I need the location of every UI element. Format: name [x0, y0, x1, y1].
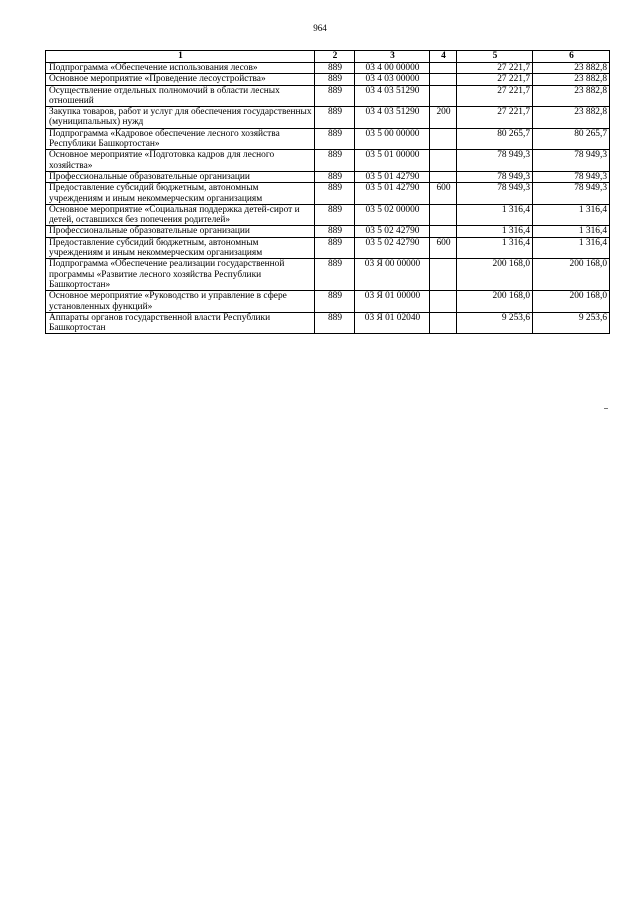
row-admin-code: 889	[315, 312, 355, 334]
row-amount-2: 1 316,4	[533, 237, 610, 259]
row-admin-code: 889	[315, 107, 355, 129]
row-expense-type	[430, 171, 457, 182]
header-col-5: 5	[457, 51, 533, 63]
row-target-code: 03 5 02 42790	[355, 237, 430, 259]
row-expense-type	[430, 150, 457, 172]
table-row	[46, 85, 610, 107]
row-name: Осуществление отдельных полномочий в области лесных отношений	[46, 85, 315, 107]
row-expense-type: 600	[430, 183, 457, 205]
row-name: Профессиональные образовательные организации	[46, 171, 315, 182]
row-name: Подпрограмма «Обеспечение реализации государственной программы «Развитие лесного хозяйства Республики Башкортостан»	[46, 259, 315, 291]
row-target-code: 03 5 01 42790	[355, 171, 430, 182]
row-amount-2: 78 949,3	[533, 150, 610, 172]
row-target-code: 03 5 00 00000	[355, 128, 430, 150]
stray-mark	[604, 408, 608, 409]
row-name: Профессиональные образовательные организации	[46, 226, 315, 237]
row-expense-type	[430, 74, 457, 85]
row-admin-code: 889	[315, 237, 355, 259]
table-row	[46, 226, 610, 237]
row-amount-2: 200 168,0	[533, 291, 610, 313]
header-col-4: 4	[430, 51, 457, 63]
row-name: Основное мероприятие «Подготовка кадров для лесного хозяйства»	[46, 150, 315, 172]
row-admin-code: 889	[315, 85, 355, 107]
row-expense-type	[430, 128, 457, 150]
row-expense-type	[430, 226, 457, 237]
row-amount-1: 200 168,0	[457, 291, 533, 313]
row-amount-2: 23 882,8	[533, 63, 610, 74]
row-admin-code: 889	[315, 259, 355, 291]
row-name: Предоставление субсидий бюджетным, автономным учреждениям и иным некоммерческим организациям	[46, 237, 315, 259]
row-amount-2: 1 316,4	[533, 226, 610, 237]
row-name: Аппараты органов государственной власти Республики Башкортостан	[46, 312, 315, 334]
row-target-code: 03 Я 01 02040	[355, 312, 430, 334]
row-target-code: 03 4 03 51290	[355, 85, 430, 107]
row-name: Подпрограмма «Кадровое обеспечение лесного хозяйства Республики Башкортостан»	[46, 128, 315, 150]
row-amount-1: 78 949,3	[457, 150, 533, 172]
row-name: Закупка товаров, работ и услуг для обеспечения государственных (муниципальных) нужд	[46, 107, 315, 129]
row-target-code: 03 4 03 51290	[355, 107, 430, 129]
row-target-code: 03 4 03 00000	[355, 74, 430, 85]
row-amount-1: 78 949,3	[457, 171, 533, 182]
row-amount-1: 78 949,3	[457, 183, 533, 205]
row-admin-code: 889	[315, 183, 355, 205]
row-amount-2: 78 949,3	[533, 171, 610, 182]
row-amount-2: 23 882,8	[533, 107, 610, 129]
row-target-code: 03 Я 00 00000	[355, 259, 430, 291]
table-row	[46, 259, 610, 291]
page-number: 964	[313, 23, 327, 33]
row-amount-2: 23 882,8	[533, 74, 610, 85]
row-amount-1: 1 316,4	[457, 237, 533, 259]
table-row	[46, 150, 610, 172]
header-col-6: 6	[533, 51, 610, 63]
header-col-1: 1	[46, 51, 315, 63]
table-row	[46, 74, 610, 85]
row-amount-2: 78 949,3	[533, 183, 610, 205]
table-row	[46, 204, 610, 226]
row-admin-code: 889	[315, 171, 355, 182]
row-admin-code: 889	[315, 128, 355, 150]
row-admin-code: 889	[315, 63, 355, 74]
row-amount-1: 27 221,7	[457, 107, 533, 129]
row-amount-2: 80 265,7	[533, 128, 610, 150]
row-amount-1: 27 221,7	[457, 85, 533, 107]
row-amount-1: 9 253,6	[457, 312, 533, 334]
table-row	[46, 291, 610, 313]
row-amount-2: 1 316,4	[533, 204, 610, 226]
table-row	[46, 128, 610, 150]
row-expense-type	[430, 204, 457, 226]
row-amount-2: 23 882,8	[533, 85, 610, 107]
table-row	[46, 183, 610, 205]
row-amount-1: 1 316,4	[457, 204, 533, 226]
row-target-code: 03 5 01 00000	[355, 150, 430, 172]
table-row	[46, 171, 610, 182]
row-amount-1: 80 265,7	[457, 128, 533, 150]
row-target-code: 03 5 02 42790	[355, 226, 430, 237]
row-expense-type	[430, 291, 457, 313]
row-admin-code: 889	[315, 291, 355, 313]
row-expense-type	[430, 312, 457, 334]
row-admin-code: 889	[315, 150, 355, 172]
row-target-code: 03 5 01 42790	[355, 183, 430, 205]
header-col-3: 3	[355, 51, 430, 63]
header-col-2: 2	[315, 51, 355, 63]
row-amount-2: 9 253,6	[533, 312, 610, 334]
row-target-code: 03 Я 01 00000	[355, 291, 430, 313]
row-amount-1: 1 316,4	[457, 226, 533, 237]
table-row	[46, 63, 610, 74]
row-name: Предоставление субсидий бюджетным, автономным учреждениям и иным некоммерческим организациям	[46, 183, 315, 205]
table-row	[46, 237, 610, 259]
row-expense-type: 600	[430, 237, 457, 259]
row-name: Основное мероприятие «Социальная поддержка детей-сирот и детей, оставшихся без попечения родителей»	[46, 204, 315, 226]
table-row	[46, 312, 610, 334]
row-expense-type	[430, 85, 457, 107]
row-target-code: 03 5 02 00000	[355, 204, 430, 226]
row-amount-1: 27 221,7	[457, 63, 533, 74]
row-expense-type	[430, 63, 457, 74]
row-admin-code: 889	[315, 74, 355, 85]
table-row	[46, 107, 610, 129]
row-name: Основное мероприятие «Проведение лесоустройства»	[46, 74, 315, 85]
row-admin-code: 889	[315, 204, 355, 226]
row-target-code: 03 4 00 00000	[355, 63, 430, 74]
row-name: Подпрограмма «Обеспечение использования лесов»	[46, 63, 315, 74]
budget-table	[45, 50, 610, 334]
row-amount-1: 27 221,7	[457, 74, 533, 85]
row-amount-2: 200 168,0	[533, 259, 610, 291]
row-name: Основное мероприятие «Руководство и управление в сфере установленных функций»	[46, 291, 315, 313]
row-expense-type	[430, 259, 457, 291]
table-body	[46, 63, 610, 334]
table-header-row	[46, 51, 610, 63]
row-admin-code: 889	[315, 226, 355, 237]
row-expense-type: 200	[430, 107, 457, 129]
row-amount-1: 200 168,0	[457, 259, 533, 291]
